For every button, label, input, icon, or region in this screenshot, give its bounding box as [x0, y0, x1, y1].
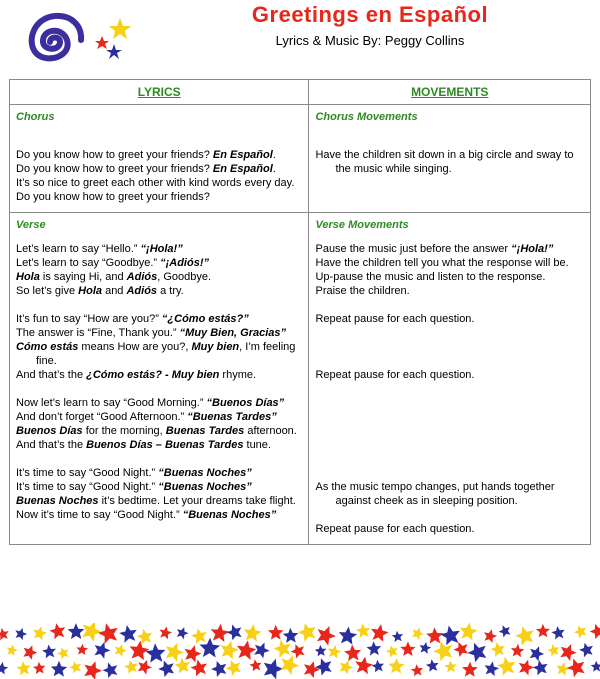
border-star-icon — [574, 626, 587, 639]
verse-title: Verse — [16, 219, 46, 231]
border-star-icon — [160, 626, 173, 639]
border-star-icon — [69, 661, 81, 673]
border-star-icon — [138, 660, 152, 675]
verse-line: And don’t forget “Good Afternoon.” “Buenas Tardes” — [16, 411, 277, 423]
verse-line: So let’s give Hola and Adiós a try. — [16, 285, 184, 297]
chorus-row — [10, 105, 591, 213]
border-star-icon — [7, 645, 18, 656]
border-star-icon — [42, 645, 56, 659]
verse-movement: Up-pause the music and listen to the response. — [315, 271, 546, 283]
border-star-icon — [412, 628, 424, 640]
border-star-icon — [511, 644, 525, 657]
verse-line: It’s fun to say “How are you?” “¿Cómo estás?” — [16, 313, 249, 325]
border-star-icon — [268, 625, 284, 640]
verse-lyrics-cell — [10, 213, 309, 545]
verse-line: The answer is “Fine, Thank you.” “Muy Bien, Gracias” — [16, 327, 287, 339]
spiral-icon — [32, 16, 81, 58]
header-row — [10, 80, 591, 105]
border-star-icon — [0, 662, 8, 675]
border-star-icon — [177, 627, 189, 639]
border-star-icon — [244, 624, 262, 642]
border-star-icon — [283, 628, 299, 643]
border-star-icon — [211, 624, 230, 642]
border-star-icon — [315, 645, 327, 657]
border-star-icon — [579, 643, 593, 657]
border-star-icon — [95, 642, 111, 659]
border-star-icon — [280, 656, 299, 675]
lyrics-movements-table — [9, 79, 591, 545]
verse-movement: Praise the children. — [315, 285, 410, 297]
chorus-line: Do you know how to greet your friends? En Español. — [16, 163, 276, 175]
border-star-icon — [23, 645, 37, 660]
border-star-icon — [0, 628, 9, 641]
border-star-icon — [440, 626, 460, 646]
border-star-icon — [367, 641, 382, 655]
border-star-icon — [551, 626, 564, 639]
star-border — [0, 623, 600, 679]
border-star-icon — [519, 660, 534, 676]
border-star-icon — [84, 661, 102, 679]
border-star-icon — [76, 644, 88, 655]
border-star-icon — [372, 660, 384, 672]
border-star-icon — [462, 662, 478, 677]
border-star-icon — [191, 628, 207, 644]
verse-line: Let’s learn to say “Goodbye.” “¡Adiós!” — [16, 257, 209, 269]
border-star-icon — [547, 644, 559, 656]
border-star-icon — [499, 625, 511, 637]
red-star-icon — [95, 36, 109, 49]
border-star-icon — [226, 660, 241, 676]
verse-movement: As the music tempo changes, put hands together against cheek as in sleeping position. — [315, 481, 555, 507]
border-star-icon — [315, 658, 332, 675]
border-star-icon — [344, 645, 361, 662]
border-star-icon — [388, 658, 404, 673]
border-star-icon — [420, 642, 432, 654]
border-star-icon — [454, 642, 469, 657]
border-star-icon — [137, 629, 152, 645]
border-star-icon — [567, 659, 585, 678]
border-star-icon — [460, 623, 478, 640]
border-star-icon — [485, 661, 500, 676]
verse-line: It’s time to say “Good Night.” “Buenas Noches” — [16, 481, 252, 493]
verse-row — [10, 213, 591, 545]
border-star-icon — [158, 661, 174, 678]
border-star-icon — [298, 623, 316, 642]
border-star-icon — [590, 624, 600, 639]
border-star-icon — [191, 660, 207, 677]
border-star-icon — [124, 660, 138, 674]
border-star-icon — [491, 642, 505, 657]
border-star-icon — [166, 643, 184, 662]
border-star-icon — [254, 643, 269, 659]
verse-line: Now let’s learn to say “Good Morning.” “Buenos Días” — [16, 397, 285, 409]
movements-header: MOVEMENTS — [309, 80, 591, 105]
border-star-icon — [557, 662, 570, 675]
border-star-icon — [515, 626, 534, 645]
border-star-icon — [328, 645, 341, 659]
verse-line: Hola is saying Hi, and Adiós, Goodbye. — [16, 271, 212, 283]
verse-line: Buenas Noches it’s bedtime. Let your dreams take flight. — [16, 495, 296, 507]
border-star-icon — [115, 644, 127, 657]
border-star-icon — [103, 662, 118, 678]
border-star-icon — [82, 623, 102, 642]
border-star-icon — [497, 657, 515, 676]
border-star-icon — [536, 624, 550, 637]
chorus-line: Do you know how to greet your friends? — [16, 191, 210, 203]
border-star-icon — [356, 624, 370, 638]
chorus-movement: Have the children sit down in a big circle and sway to the music while singing. — [315, 149, 574, 175]
verse-movement: Repeat pause for each question. — [315, 523, 475, 535]
border-star-icon — [249, 659, 261, 671]
verse-movements-title: Verse Movements — [315, 219, 409, 231]
chorus-movements-cell — [309, 105, 591, 213]
border-star-icon — [57, 647, 69, 659]
border-star-icon — [339, 627, 357, 645]
chorus-lyrics-cell — [10, 105, 309, 213]
verse-movement: Repeat pause for each question. — [315, 313, 475, 325]
border-star-icon — [33, 626, 47, 640]
border-star-icon — [433, 641, 452, 661]
chorus-line: Do you know how to greet your friends? En Español. — [16, 149, 276, 161]
verse-movement: Have the children tell you what the response will be. — [315, 257, 569, 269]
chorus-line: It’s so nice to greet each other with kind words every day. — [16, 177, 295, 189]
border-star-icon — [484, 629, 497, 643]
border-star-icon — [468, 643, 487, 663]
lyrics-header: LYRICS — [10, 80, 309, 105]
border-star-icon — [386, 645, 398, 657]
border-star-icon — [51, 661, 67, 677]
verse-movement: Pause the music just before the answer “¡Hola!” — [315, 243, 554, 255]
border-star-icon — [227, 625, 242, 641]
blue-star-icon — [106, 44, 122, 59]
border-star-icon — [444, 661, 456, 673]
verse-line: It’s time to say “Good Night.” “Buenas Noches” — [16, 467, 252, 479]
border-star-icon — [411, 664, 423, 676]
border-star-icon — [530, 646, 545, 661]
verse-line: And that’s the Buenos Días – Buenas Tardes tune. — [16, 439, 271, 451]
border-star-icon — [426, 627, 443, 643]
border-star-icon — [591, 661, 600, 672]
border-star-icon — [340, 660, 354, 674]
border-star-icon — [371, 624, 389, 642]
border-star-icon — [68, 623, 85, 639]
verse-line: Cómo estás means How are you?, Muy bien, I’m feeling fine. — [16, 341, 296, 367]
page-title: Greetings en Español — [251, 2, 489, 27]
verse-line: Now it’s time to say “Good Night.” “Buenas Noches” — [16, 509, 277, 521]
verse-movements-cell — [309, 213, 591, 545]
border-star-icon — [98, 623, 118, 644]
verse-line: Let’s learn to say “Hello.” “¡Hola!” — [16, 243, 183, 255]
border-star-icon — [146, 643, 166, 662]
spiral-star-logo — [10, 4, 140, 74]
border-star-icon — [211, 661, 226, 677]
border-star-icon — [221, 641, 239, 660]
border-star-icon — [274, 640, 291, 658]
border-star-icon — [237, 640, 256, 660]
border-star-icon — [317, 626, 336, 646]
border-star-icon — [16, 661, 31, 675]
border-star-icon — [426, 659, 439, 672]
verse-movement: Repeat pause for each question. — [315, 369, 475, 381]
border-star-icon — [119, 625, 137, 643]
border-star-icon — [560, 644, 576, 661]
border-star-icon — [50, 623, 66, 639]
border-star-icon — [130, 641, 150, 661]
border-star-icon — [400, 642, 415, 657]
verse-line: Buenos Días for the morning, Buenas Tardes afternoon. — [16, 425, 297, 437]
chorus-movements-title: Chorus Movements — [315, 111, 418, 123]
border-star-icon — [533, 660, 548, 675]
verse-line: And that’s the ¿Cómo estás? - Muy bien rhyme. — [16, 369, 257, 381]
yellow-star-icon — [109, 18, 131, 39]
border-star-icon — [185, 645, 202, 662]
border-star-icon — [33, 662, 46, 674]
border-star-icon — [264, 659, 284, 679]
border-star-icon — [15, 628, 27, 640]
border-star-icon — [392, 631, 403, 642]
border-star-icon — [304, 661, 320, 678]
page-subtitle: Lyrics & Music By: Peggy Collins — [275, 33, 465, 48]
chorus-title: Chorus — [16, 111, 55, 123]
